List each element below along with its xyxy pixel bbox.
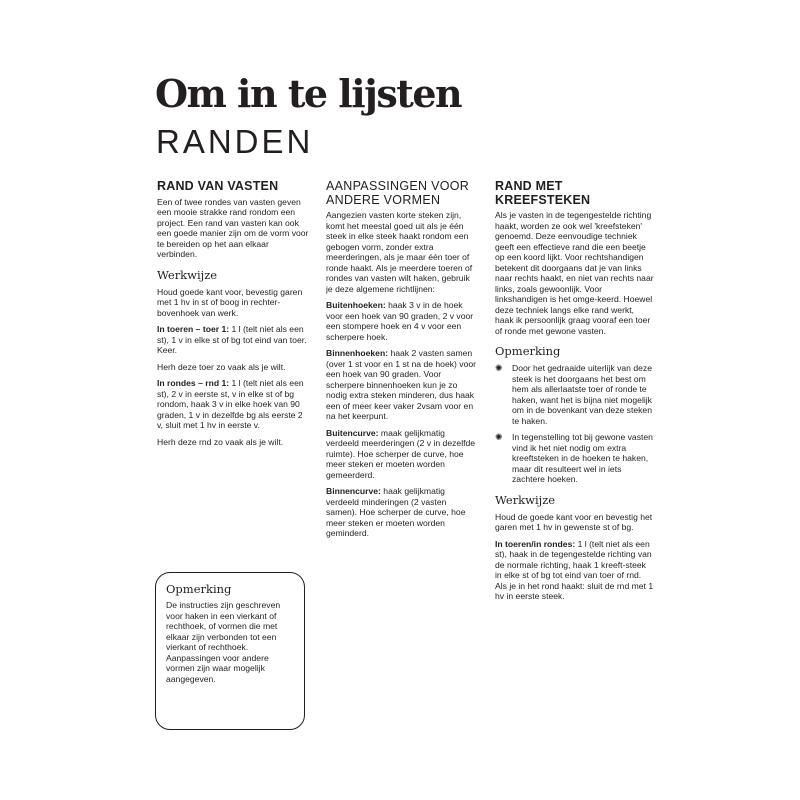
subheading-opmerking: Opmerking [495,344,561,358]
paragraph [495,539,655,602]
note-box [155,572,305,730]
subheading-werkwijze: Werkwijze [495,492,556,507]
section-heading: AANPASSINGEN VOOR ANDERE VORMEN [326,179,470,207]
paragraph-text: 1 l (telt niet als een st), 1 v in elke st of bg tot eind van toer. Keer. [157,324,307,355]
intro-text: Aangezien vasten korte steken zijn, komt het meestal goed uit als je één steek in elke steek haakt rondom een gebogen vorm, zonder extra meerderingen, als je maar één toer of ronde haakt. Als je meerdere toeren of rondes van vasten wilt haken, gebruik je deze algemene richtlijnen: [326,210,473,294]
section-heading: RAND VAN VASTEN [157,179,279,193]
paragraph [326,428,476,481]
bold-label: In toeren – toer 1: [157,324,230,334]
bold-label: In toeren/in rondes: [495,538,576,549]
paragraph [326,486,476,539]
list-item [495,432,655,485]
note-text: De instructies zijn geschreven voor haken in een vierkant of rechthoek, of vormen die met elkaar zijn verbonden tot een vierkant of rechthoek. Aanpassingen voor andere vormen zijn waar mogelijk aangegeven. [166,600,281,684]
list-item-text: Door het gedraaide uiterlijk van deze steek is het doorgaans het best om hem als allerlaatste toer of ronde te haken, want het is bijna niet mogelijk om in de bovenkant van deze steken te haken. [512,363,652,426]
asterisk-flower-icon: ✺ [495,432,503,442]
list-item-text: In tegenstelling tot bij gewone vasten vind ik het niet nodig om extra kreeftsteken in de hoeken te haken, maar dit resulteert wel in iets zachtere hoeken. [512,432,653,484]
paragraph-text: 1 l (telt niet als een st), 2 v in eerste st, v in elke st of bg rondom, haak 3 v in elke hoek van 90 graden, 1 v in dezelfde bg als eerste 2 v, sluit met 1 hv in eerste v. [157,378,304,430]
paragraph-text: haak 3 v in de hoek voor een hoek van 90 graden, 2 v voor een stompere hoek en 4 v voor een scherpere hoek. [326,300,474,342]
list-item [495,363,655,426]
paragraph-text: haak gelijkmatig verdeeld minderingen (2 vasten samen). Hoe scherper de curve, hoe meer steken er moeten worden geminderd. [326,486,466,538]
paragraph: Houd goede kant voor, bevestig garen met 1 hv in st of boog in rechter-bovenhoek van werk. [157,286,303,318]
section-heading: RAND MET KREEFSTEKEN [495,179,591,207]
page-title: Om in te lijsten [155,71,462,116]
bold-label: In rondes – rnd 1: [157,378,230,388]
paragraph [157,378,309,431]
paragraph-text: 1 l (telt niet als een st), haak in de tegengestelde richting van de normale richting, haak 1 kreeft-steek in elke st of bg tot eind van toer of rnd. Als je in het rond haakt: sluit de rnd met 1 hv in eerste steek. [495,538,654,601]
bold-label: Buitenhoeken: [326,300,386,310]
bullet-list [495,363,655,485]
column-kreefsteken [495,180,655,608]
paragraph: Herh deze rnd zo vaak als je wilt. [157,436,284,447]
asterisk-flower-icon: ✺ [495,363,503,373]
paragraph: Herh deze toer zo vaak als je wilt. [157,361,286,372]
paragraph [326,348,476,422]
paragraph-text: maak gelijkmatig verdeeld meerderingen (2 v in dezelfde ruimte). Hoe scherper de curve, hoe meer steken er moeten worden gemeerderd. [326,427,476,480]
bold-label: Binnencurve: [326,486,381,496]
paragraph-text: haak 2 vasten samen (over 1 st voor en 1 st na de hoek) voor een hoek van 90 graden. Voor scherpere binnenhoeken kun je zo nodig extra steken minderen, dus haak een of meer keer vaker 2vsam voor en na het keerpunt. [326,348,476,421]
intro-text: Als je vasten in de tegengestelde richting haakt, worden ze ook wel 'kreefsteken' genoemd. Deze eenvoudige techniek geeft een effectieve rand die een beetje op een koord lijkt. Voor rechtshandigen betekent dit doorgaans dat je van links naar rechts haakt, en niet van rechts naar links, zoals gewoonlijk. Voor linkshandigen is het omge-keerd. Hoewel deze techniek langs elke rand werkt, haak ik persoonlijk graag vooraf een toer of ronde met gewone vasten. [495,210,654,336]
subheading-werkwijze: Werkwijze [157,267,218,282]
bold-label: Binnenhoeken: [326,348,389,358]
paragraph [326,300,476,342]
note-heading: Opmerking [166,582,232,596]
bold-label: Buitencurve: [326,427,379,438]
column-rand-van-vasten [157,180,309,453]
paragraph [157,324,309,356]
column-aanpassingen [326,180,476,545]
intro-text: Een of twee rondes van vasten geven een mooie strakke rand rondom een project. Een rand van vasten kan ook een goede manier zijn om de vorm voor te bereiden op het aan elkaar verbinden. [157,196,309,259]
paragraph: Houd de goede kant voor en bevestig het garen met 1 hv in gewenste st of bg. [495,511,653,532]
page-subtitle: RANDEN [156,123,314,160]
